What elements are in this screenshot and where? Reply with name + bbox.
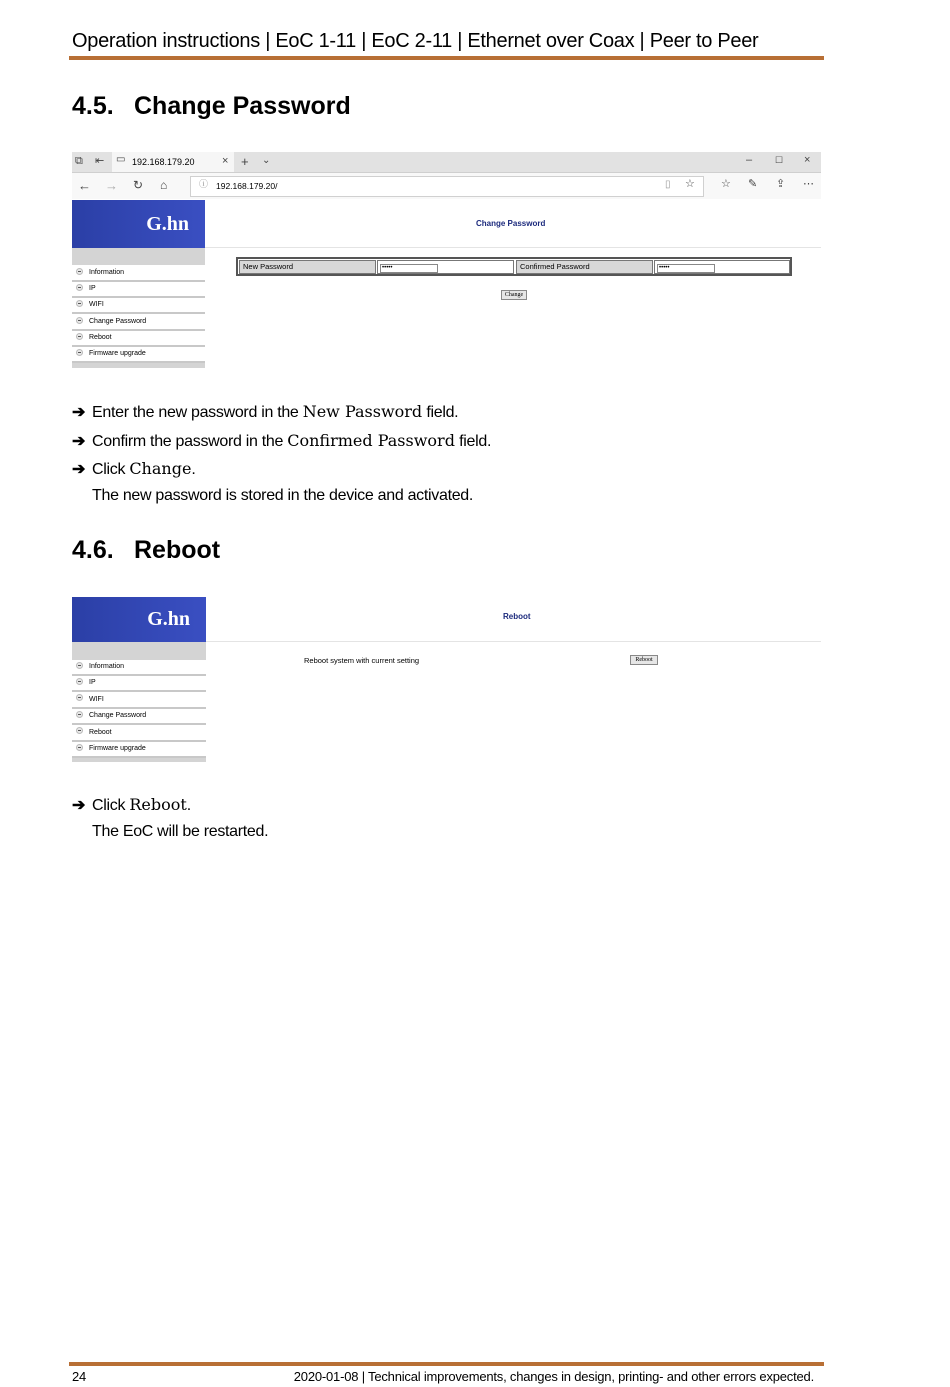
home-icon[interactable]: ⌂ xyxy=(160,178,168,192)
sidebar-footer xyxy=(72,758,206,762)
section-title: Change Password xyxy=(134,92,351,120)
step-1: ➔ Click Reboot. xyxy=(72,795,191,814)
more-icon[interactable]: ⋯ xyxy=(803,178,814,190)
back-icon[interactable]: ← xyxy=(78,178,91,193)
reboot-button[interactable]: Reboot xyxy=(630,655,658,665)
arrow-right-icon: ➔ xyxy=(72,404,86,421)
sidebar-item-ip[interactable]: IP xyxy=(72,676,206,692)
page-number: 24 xyxy=(72,1369,87,1384)
divider xyxy=(205,247,821,248)
minimize-icon[interactable]: – xyxy=(746,154,753,166)
window-close-icon[interactable]: × xyxy=(804,154,811,166)
bullet-icon xyxy=(76,711,83,718)
bullet-icon xyxy=(76,349,83,356)
plus-icon[interactable]: + xyxy=(241,154,249,169)
bullet-icon xyxy=(76,744,83,751)
header-rule xyxy=(69,56,824,60)
section-heading-change-password xyxy=(72,92,351,121)
sidebar-item-reboot[interactable]: Reboot xyxy=(72,331,205,347)
sidebar-gap xyxy=(72,642,206,660)
bullet-icon xyxy=(76,662,83,669)
close-icon[interactable]: × xyxy=(222,155,229,167)
confirmed-password-label: Confirmed Password xyxy=(516,260,653,274)
arrow-right-icon: ➔ xyxy=(72,461,86,478)
share-icon[interactable]: ⇪ xyxy=(776,178,786,190)
bullet-icon xyxy=(76,300,83,307)
step-result: The EoC will be restarted. xyxy=(92,823,269,840)
sidebar-item-information[interactable]: Information xyxy=(72,266,205,282)
info-icon: ⓘ xyxy=(199,179,209,189)
bullet-icon xyxy=(76,333,83,340)
sidebar-gap xyxy=(72,248,205,265)
page-icon: ▭ xyxy=(116,154,126,165)
chevron-down-icon[interactable]: ⌄ xyxy=(262,155,271,166)
arrow-right-icon: ➔ xyxy=(72,797,86,814)
bullet-icon xyxy=(76,727,83,734)
sidebar-item-change-password[interactable]: Change Password xyxy=(72,709,206,725)
page-title: Change Password xyxy=(476,219,546,228)
forward-icon[interactable]: → xyxy=(105,178,118,193)
bullet-icon xyxy=(76,694,83,701)
arrow-right-icon: ➔ xyxy=(72,433,86,450)
sidebar-item-ip[interactable]: IP xyxy=(72,282,205,298)
sidebar-item-information[interactable]: Information xyxy=(72,660,206,676)
section-title: Reboot xyxy=(134,536,221,564)
confirmed-password-input[interactable]: ••••• xyxy=(657,264,715,273)
new-password-cell xyxy=(377,260,514,274)
bullet-icon xyxy=(76,284,83,291)
sidebar-item-change-password[interactable]: Change Password xyxy=(72,315,205,331)
bullet-icon xyxy=(76,268,83,275)
confirmed-password-cell xyxy=(654,260,790,274)
tabs-icon[interactable]: ⧉ xyxy=(75,155,83,167)
sidebar-item-reboot[interactable]: Reboot xyxy=(72,725,206,742)
step-result: The new password is stored in the device and activated. xyxy=(92,487,474,504)
app-logo-banner: G.hn xyxy=(72,200,205,248)
section-number: 4.5. xyxy=(72,92,114,120)
page-title: Reboot xyxy=(503,612,531,621)
bullet-icon xyxy=(76,678,83,685)
reboot-label: Reboot system with current setting xyxy=(304,656,420,665)
address-bar[interactable] xyxy=(190,176,704,197)
browser-tab[interactable] xyxy=(112,152,234,172)
section-heading-reboot xyxy=(72,536,220,565)
step-1: ➔ Enter the new password in the New Password field. xyxy=(72,402,459,421)
new-password-label: New Password xyxy=(239,260,376,274)
sidebar-item-firmware-upgrade[interactable]: Firmware upgrade xyxy=(72,347,205,363)
sidebar-item-wifi[interactable]: WIFI xyxy=(72,692,206,709)
address-text: 192.168.179.20/ xyxy=(216,181,278,191)
password-form-table xyxy=(236,257,792,276)
footer-rule xyxy=(69,1362,824,1366)
step-2: ➔ Confirm the password in the Confirmed Password field. xyxy=(72,431,492,450)
footer-note: 2020-01-08 | Technical improvements, changes in design, printing- and other errors expected. xyxy=(293,1369,814,1384)
star-icon[interactable]: ☆ xyxy=(685,178,695,190)
divider xyxy=(206,641,821,642)
change-button[interactable]: Change xyxy=(501,290,527,300)
step-3: ➔ Click Change. xyxy=(72,459,196,478)
section-number: 4.6. xyxy=(72,536,114,564)
favorites-icon[interactable]: ☆ xyxy=(721,178,731,190)
back-tab-icon[interactable]: ⇤ xyxy=(95,155,105,167)
reading-view-icon[interactable]: ▯ xyxy=(665,179,671,190)
sidebar-footer xyxy=(72,363,205,368)
app-logo-banner: G.hn xyxy=(72,597,206,642)
refresh-icon[interactable]: ↻ xyxy=(133,178,144,192)
maximize-icon[interactable]: ☐ xyxy=(775,155,784,165)
sidebar-item-firmware-upgrade[interactable]: Firmware upgrade xyxy=(72,742,206,758)
document-header-title: Operation instructions | EoC 1-11 | EoC 2-11 | Ethernet over Coax | Peer to Peer xyxy=(72,30,759,52)
sidebar-item-wifi[interactable]: WIFI xyxy=(72,298,205,314)
pen-icon[interactable]: ✎ xyxy=(748,178,758,190)
bullet-icon xyxy=(76,317,83,324)
new-password-input[interactable]: ••••• xyxy=(380,264,438,273)
tab-title: 192.168.179.20 xyxy=(132,157,195,167)
